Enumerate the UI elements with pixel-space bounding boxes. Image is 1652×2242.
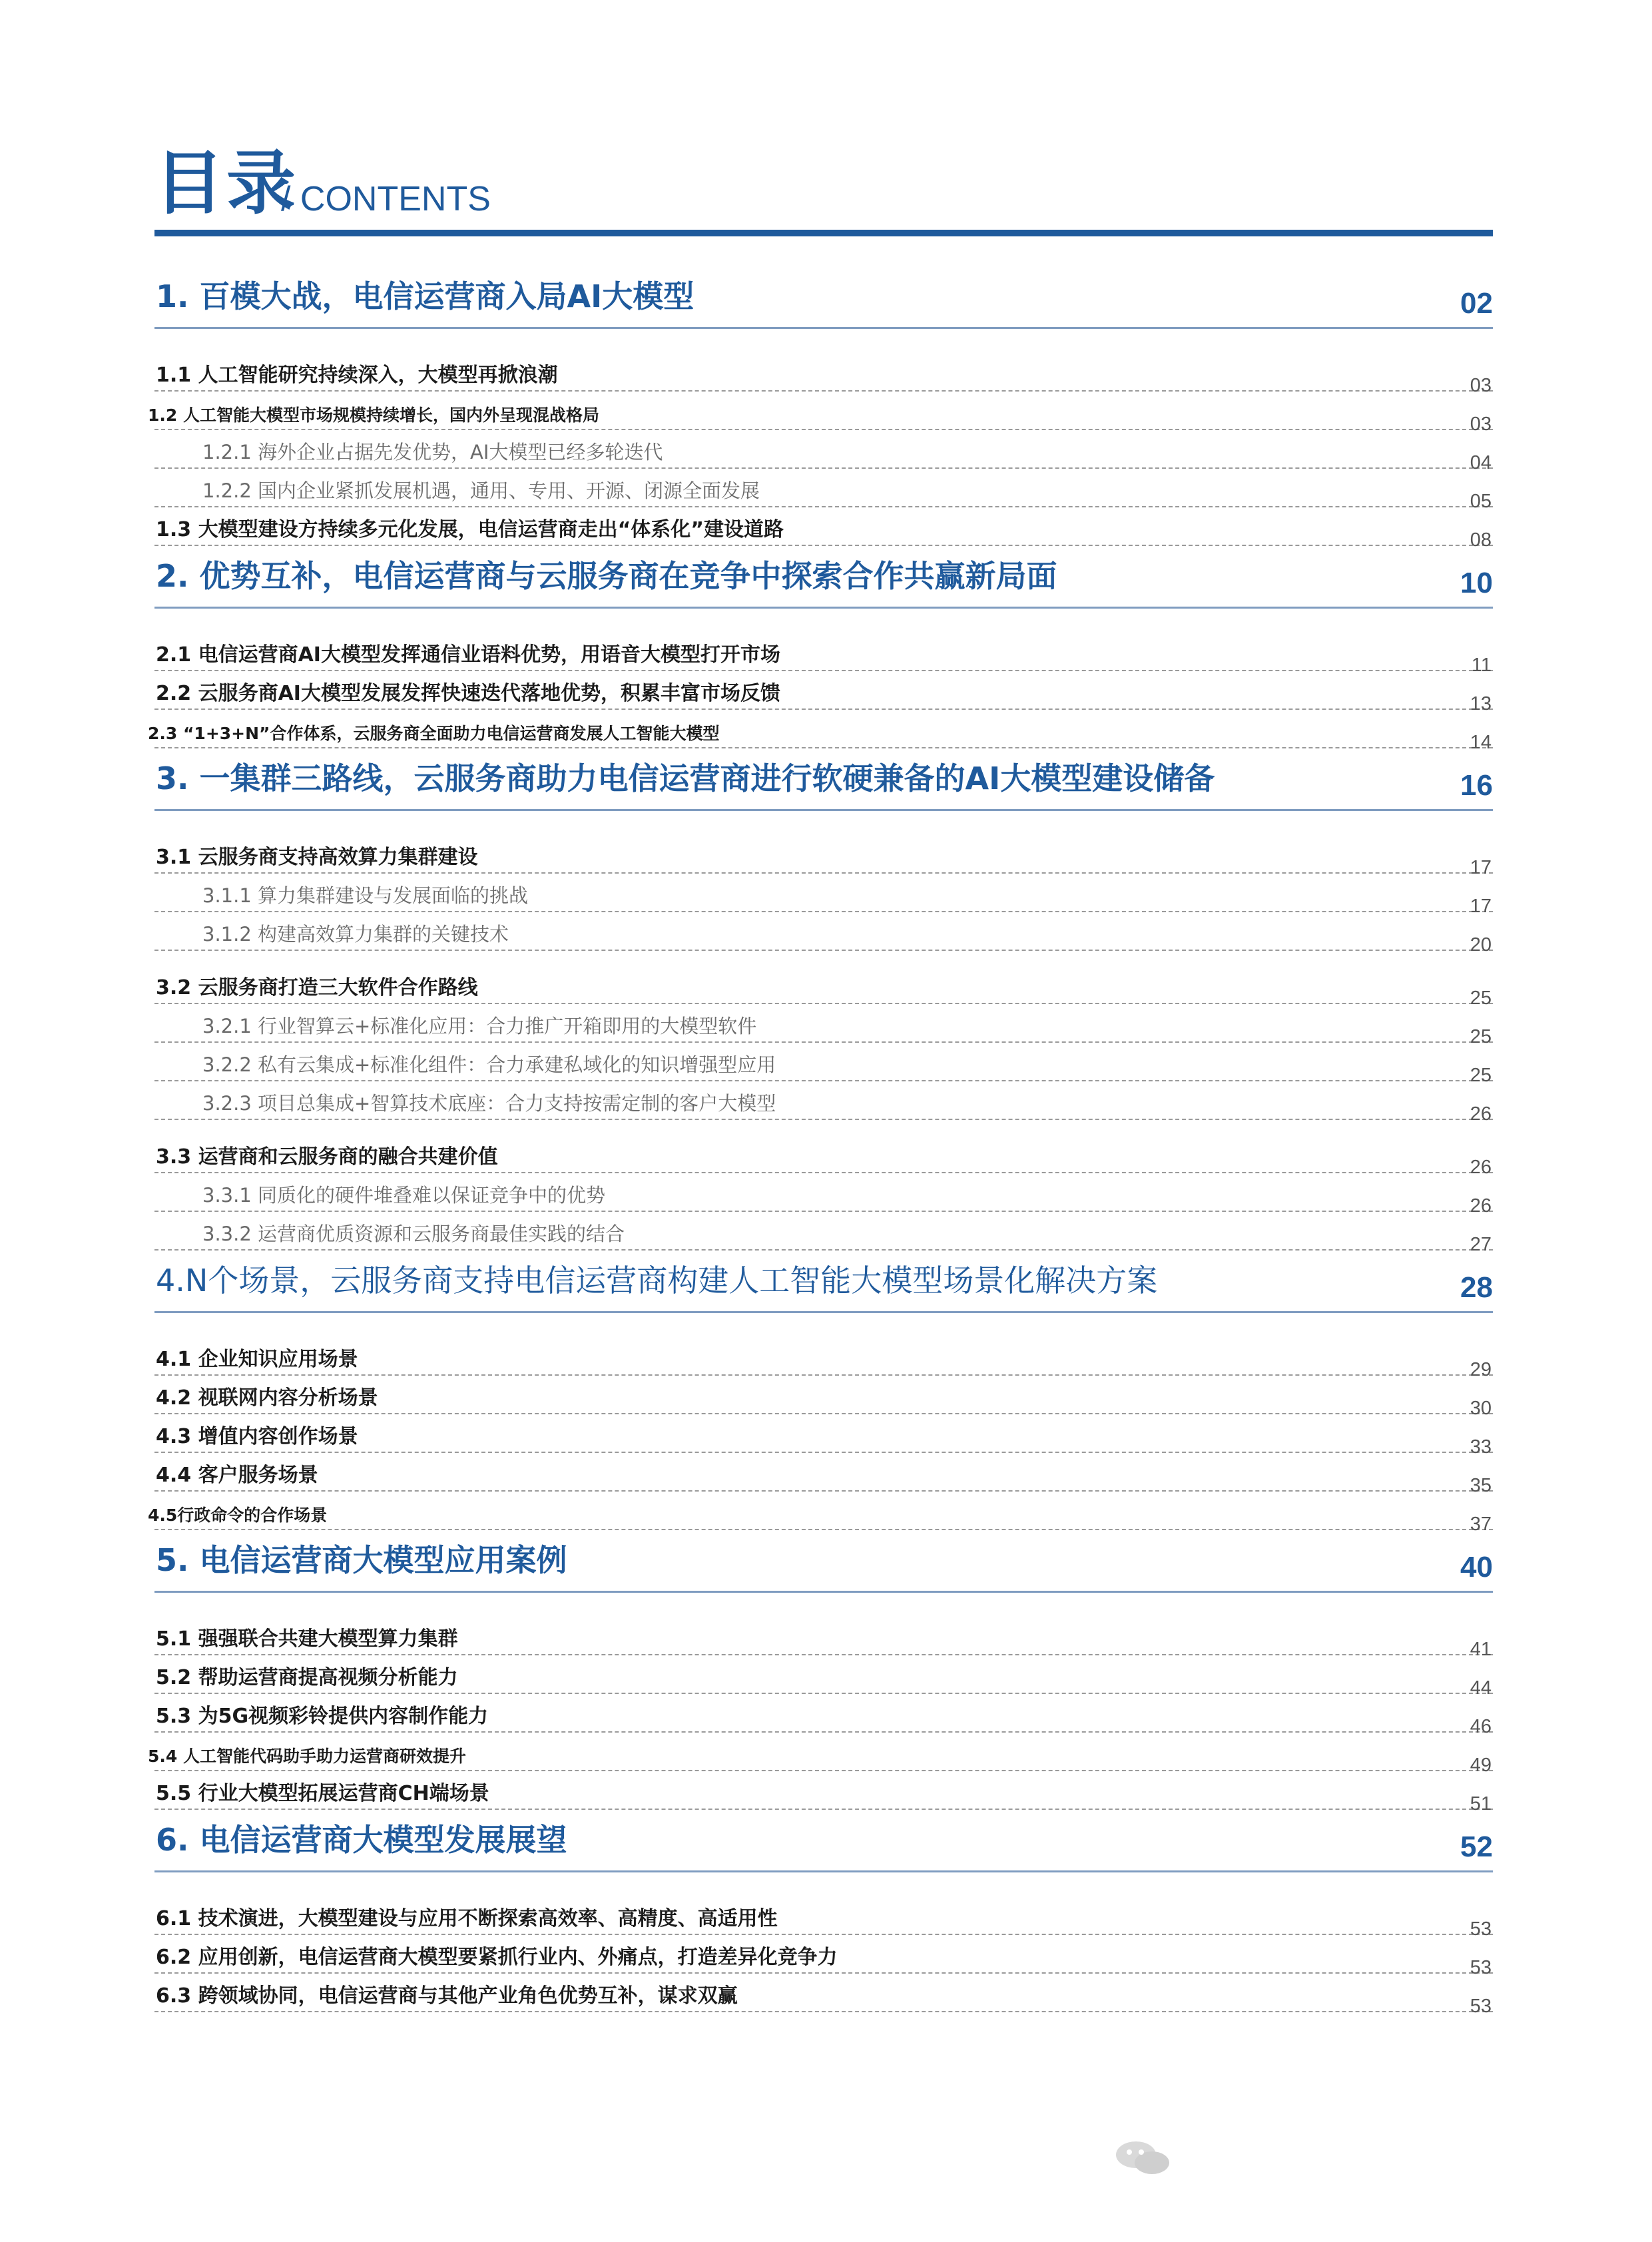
entry-page-number: 03: [1470, 414, 1492, 435]
section-page-number: 40: [1460, 1551, 1493, 1583]
entry-page-number: 26: [1470, 1157, 1492, 1178]
entry-label: 3.2 云服务商打造三大软件合作路线: [156, 976, 478, 999]
section-heading[interactable]: [154, 1810, 1493, 1872]
entry-page-number: 30: [1470, 1398, 1492, 1419]
header-rule: [154, 230, 1493, 236]
toc-entry[interactable]: [148, 392, 1493, 435]
section-heading[interactable]: [154, 748, 1493, 811]
entry-label: 1.1 人工智能研究持续深入，大模型再掀浪潮: [156, 364, 558, 387]
entry-page-number: 04: [1470, 452, 1492, 473]
section-title: 2. 优势互补，电信运营商与云服务商在竞争中探索合作共赢新局面: [156, 558, 1057, 594]
entry-label: 4.2 视联网内容分析场景: [156, 1386, 378, 1410]
toc-entry[interactable]: [154, 1376, 1493, 1419]
entry-label: 5.5 行业大模型拓展运营商CH端场景: [156, 1782, 489, 1805]
entry-label: 3.1 云服务商支持高效算力集群建设: [156, 846, 478, 869]
section-heading[interactable]: [154, 1530, 1493, 1593]
toc-subentry[interactable]: [154, 430, 1493, 473]
page-title: 目录: [154, 142, 299, 224]
entry-page-number: 37: [1470, 1514, 1492, 1535]
table-of-contents: [148, 266, 1493, 2017]
toc-entry[interactable]: [154, 966, 1493, 1009]
entry-label: 3.3 运营商和云服务商的融合共建价值: [156, 1145, 498, 1169]
toc-section-5: [148, 1530, 1493, 1815]
entry-label: 3.1.2 构建高效算力集群的关键技术: [202, 923, 509, 946]
page-subtitle: / CONTENTS: [281, 180, 491, 218]
entry-label: 4.5行政命令的合作场景: [148, 1506, 328, 1525]
entry-page-number: 17: [1470, 857, 1492, 878]
toc-entry[interactable]: [148, 710, 1493, 753]
section-page-number: 28: [1460, 1271, 1493, 1304]
entry-page-number: 46: [1470, 1716, 1492, 1737]
entry-label: 3.2.3 项目总集成+智算技术底座：合力支持按需定制的客户大模型: [202, 1092, 776, 1115]
section-heading[interactable]: [154, 546, 1493, 609]
entry-page-number: 33: [1470, 1436, 1492, 1458]
section-page-number: 10: [1460, 567, 1493, 599]
section-heading[interactable]: [154, 266, 1493, 329]
entry-label: 6.1 技术演进，大模型建设与应用不断探索高效率、高精度、高适用性: [156, 1907, 778, 1930]
entry-label: 2.1 电信运营商AI大模型发挥通信业语料优势，用语音大模型打开市场: [156, 643, 780, 667]
toc-subentry[interactable]: [154, 912, 1493, 956]
entry-page-number: 35: [1470, 1475, 1492, 1496]
entry-label: 4.1 企业知识应用场景: [156, 1348, 358, 1371]
entry-label: 5.4 人工智能代码助手助力运营商研效提升: [148, 1747, 466, 1766]
entry-page-number: 41: [1470, 1639, 1492, 1660]
entry-page-number: 14: [1470, 732, 1492, 753]
toc-subentry[interactable]: [154, 1043, 1493, 1086]
entry-page-number: 17: [1470, 896, 1492, 917]
entry-page-number: 53: [1470, 1918, 1492, 1940]
entry-page-number: 49: [1470, 1755, 1492, 1776]
toc-entry[interactable]: [154, 1655, 1493, 1699]
watermark: [1112, 2124, 1591, 2191]
entry-page-number: 51: [1470, 1793, 1492, 1815]
entry-label: 5.3 为5G视频彩铃提供内容制作能力: [156, 1705, 489, 1728]
section-heading[interactable]: [154, 1251, 1493, 1313]
entry-page-number: 44: [1470, 1677, 1492, 1699]
toc-entry[interactable]: [154, 671, 1493, 714]
toc-section-2: [148, 546, 1493, 753]
wechat-official-account-icon: [1112, 2137, 1172, 2177]
toc-entry[interactable]: [154, 1337, 1493, 1380]
entry-page-number: 25: [1470, 987, 1492, 1009]
entry-label: 1.2 人工智能大模型市场规模持续增长，国内外呈现混战格局: [148, 406, 599, 425]
entry-label: 1.2.2 国内企业紧抓发展机遇，通用、专用、开源、闭源全面发展: [202, 479, 760, 502]
entry-page-number: 29: [1470, 1359, 1492, 1380]
toc-entry[interactable]: [154, 1896, 1493, 1940]
entry-label: 1.2.1 海外企业占据先发优势，AI大模型已经多轮迭代: [202, 441, 663, 463]
section-page-number: 02: [1460, 287, 1493, 320]
toc-subentry[interactable]: [154, 1212, 1493, 1255]
entry-page-number: 03: [1470, 375, 1492, 396]
section-page-number: 52: [1460, 1830, 1493, 1863]
toc-entry[interactable]: [154, 1453, 1493, 1496]
entry-label: 3.2.2 私有云集成+标准化组件：合力承建私域化的知识增强型应用: [202, 1053, 776, 1076]
section-title: 1. 百模大战，电信运营商入局AI大模型: [156, 278, 694, 314]
toc-header: [154, 143, 1493, 243]
toc-section-4: [148, 1251, 1493, 1535]
entry-page-number: 53: [1470, 1996, 1492, 2017]
toc-subentry[interactable]: [154, 469, 1493, 512]
entry-page-number: 08: [1470, 529, 1492, 551]
toc-entry[interactable]: [154, 1771, 1493, 1815]
entry-label: 5.2 帮助运营商提高视频分析能力: [156, 1666, 458, 1689]
toc-section-6: [154, 1810, 1493, 2017]
toc-entry[interactable]: [148, 1492, 1493, 1535]
entry-page-number: 25: [1470, 1026, 1492, 1047]
toc-subentry[interactable]: [154, 1004, 1493, 1047]
entry-page-number: 11: [1471, 655, 1492, 676]
entry-label: 3.1.1 算力集群建设与发展面临的挑战: [202, 884, 529, 907]
toc-entry[interactable]: [154, 1935, 1493, 1978]
entry-page-number: 53: [1470, 1957, 1492, 1978]
section-title: 5. 电信运营商大模型应用案例: [156, 1542, 567, 1578]
toc-entry[interactable]: [154, 835, 1493, 878]
entry-label: 2.3 “1+3+N”合作体系，云服务商全面助力电信运营商发展人工智能大模型: [148, 724, 720, 743]
entry-page-number: 05: [1470, 491, 1492, 512]
entry-page-number: 26: [1470, 1195, 1492, 1217]
entry-label: 3.3.2 运营商优质资源和云服务商最佳实践的结合: [202, 1223, 625, 1245]
entry-label: 4.3 增值内容创作场景: [156, 1425, 358, 1448]
toc-entry[interactable]: [154, 1617, 1493, 1660]
toc-entry[interactable]: [154, 353, 1493, 396]
entry-page-number: 20: [1470, 934, 1492, 956]
entry-label: 3.2.1 行业智算云+标准化应用：合力推广开箱即用的大模型软件: [202, 1015, 757, 1037]
section-title: 3. 一集群三路线，云服务商助力电信运营商进行软硬兼备的AI大模型建设储备: [156, 760, 1215, 796]
entry-page-number: 26: [1470, 1103, 1492, 1125]
entry-page-number: 25: [1470, 1065, 1492, 1086]
entry-label: 1.3 大模型建设方持续多元化发展，电信运营商走出“体系化”建设道路: [156, 518, 784, 541]
toc-section-1: [148, 266, 1493, 551]
toc-entry[interactable]: [154, 1694, 1493, 1737]
toc-entry[interactable]: [154, 507, 1493, 551]
toc-entry[interactable]: [154, 1135, 1493, 1178]
entry-label: 4.4 客户服务场景: [156, 1464, 318, 1487]
toc-section-3: [154, 748, 1493, 1255]
entry-page-number: 13: [1470, 693, 1492, 714]
toc-entry[interactable]: [154, 633, 1493, 676]
toc-subentry[interactable]: [154, 874, 1493, 917]
entry-label: 3.3.1 同质化的硬件堆叠难以保证竞争中的优势: [202, 1184, 606, 1207]
entry-label: 2.2 云服务商AI大模型发展发挥快速迭代落地优势，积累丰富市场反馈: [156, 682, 780, 705]
entry-label: 6.3 跨领域协同，电信运营商与其他产业角色优势互补，谋求双赢: [156, 1984, 738, 2008]
entry-page-number: 27: [1470, 1234, 1492, 1255]
toc-entry[interactable]: [154, 1414, 1493, 1458]
entry-label: 5.1 强强联合共建大模型算力集群: [156, 1627, 458, 1651]
toc-entry[interactable]: [154, 1974, 1493, 2017]
section-title: 4.N个场景，云服务商支持电信运营商构建人工智能大模型场景化解决方案: [156, 1262, 1158, 1298]
entry-label: 6.2 应用创新，电信运营商大模型要紧抓行业内、外痛点，打造差异化竞争力: [156, 1946, 838, 1969]
toc-subentry[interactable]: [154, 1081, 1493, 1125]
toc-subentry[interactable]: [154, 1173, 1493, 1217]
section-title: 6. 电信运营商大模型发展展望: [156, 1822, 567, 1858]
toc-entry[interactable]: [148, 1733, 1493, 1776]
section-page-number: 16: [1460, 769, 1493, 802]
